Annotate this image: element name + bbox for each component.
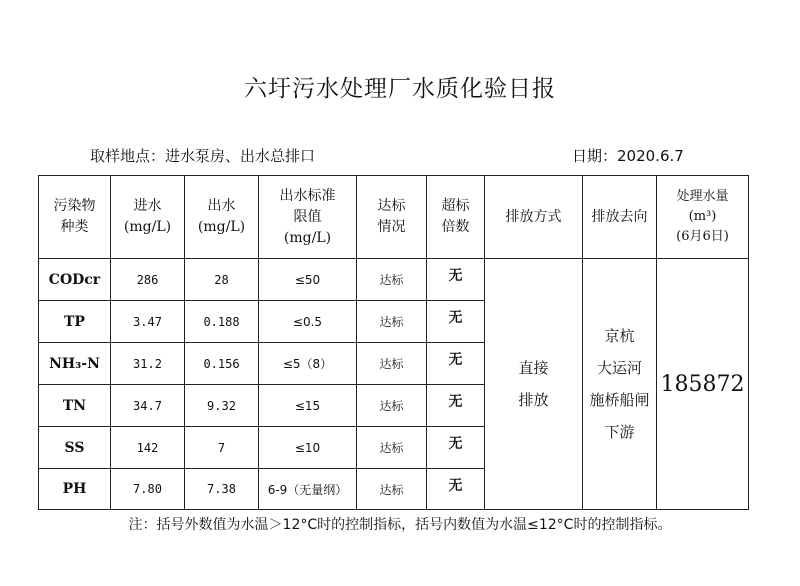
cell-status: 达标	[357, 301, 427, 343]
header-discharge-method: 排放方式	[485, 176, 583, 259]
cell-influent: 142	[111, 427, 185, 469]
cell-status: 达标	[357, 427, 427, 469]
cell-limit: ≤50	[259, 259, 357, 301]
cell-status: 达标	[357, 343, 427, 385]
header-exceed: 超标 倍数	[427, 176, 485, 259]
cell-influent: 3.47	[111, 301, 185, 343]
table-row	[39, 259, 749, 301]
cell-limit: ≤15	[259, 385, 357, 427]
header-limit: 出水标准 限值 (mg/L)	[259, 176, 357, 259]
report-date: 日期：2020.6.7	[572, 147, 684, 165]
cell-exceed: 无	[427, 427, 485, 469]
cell-pollutant: NH₃-N	[39, 343, 111, 385]
cell-status: 达标	[357, 469, 427, 510]
cell-exceed: 无	[427, 301, 485, 343]
footnote: 注：括号外数值为水温＞12°C时的控制指标，括号内数值为水温≤12°C时的控制指标。	[128, 517, 672, 533]
page-title: 六圩污水处理厂水质化验日报	[244, 76, 556, 102]
header-discharge-direction: 排放去向	[583, 176, 657, 259]
cell-pollutant: SS	[39, 427, 111, 469]
cell-limit: ≤5（8）	[259, 343, 357, 385]
cell-discharge-direction: 京杭 大运河 施桥船闸 下游	[583, 259, 657, 510]
header-status: 达标 情况	[357, 176, 427, 259]
cell-effluent: 7	[185, 427, 259, 469]
cell-exceed: 无	[427, 469, 485, 510]
cell-exceed: 无	[427, 385, 485, 427]
sampling-location: 取样地点：进水泵房、出水总排口	[90, 147, 316, 165]
cell-limit: ≤10	[259, 427, 357, 469]
cell-effluent: 9.32	[185, 385, 259, 427]
cell-effluent: 28	[185, 259, 259, 301]
header-volume: 处理水量 (m³) (6月6日)	[657, 176, 749, 259]
cell-pollutant: TP	[39, 301, 111, 343]
header-row	[39, 176, 749, 259]
cell-pollutant: TN	[39, 385, 111, 427]
cell-discharge-method: 直接 排放	[485, 259, 583, 510]
cell-influent: 286	[111, 259, 185, 301]
cell-influent: 31.2	[111, 343, 185, 385]
cell-effluent: 0.156	[185, 343, 259, 385]
cell-influent: 34.7	[111, 385, 185, 427]
header-influent: 进水 (mg/L)	[111, 176, 185, 259]
cell-volume: 185872	[657, 259, 749, 510]
cell-exceed: 无	[427, 343, 485, 385]
cell-effluent: 7.38	[185, 469, 259, 510]
cell-status: 达标	[357, 385, 427, 427]
cell-pollutant: PH	[39, 469, 111, 510]
cell-pollutant: CODcr	[39, 259, 111, 301]
header-effluent: 出水 (mg/L)	[185, 176, 259, 259]
cell-status: 达标	[357, 259, 427, 301]
header-pollutant: 污染物 种类	[39, 176, 111, 259]
water-quality-table	[38, 175, 749, 510]
cell-exceed: 无	[427, 259, 485, 301]
cell-effluent: 0.188	[185, 301, 259, 343]
cell-limit: 6-9（无量纲）	[259, 469, 357, 510]
cell-influent: 7.80	[111, 469, 185, 510]
cell-limit: ≤0.5	[259, 301, 357, 343]
